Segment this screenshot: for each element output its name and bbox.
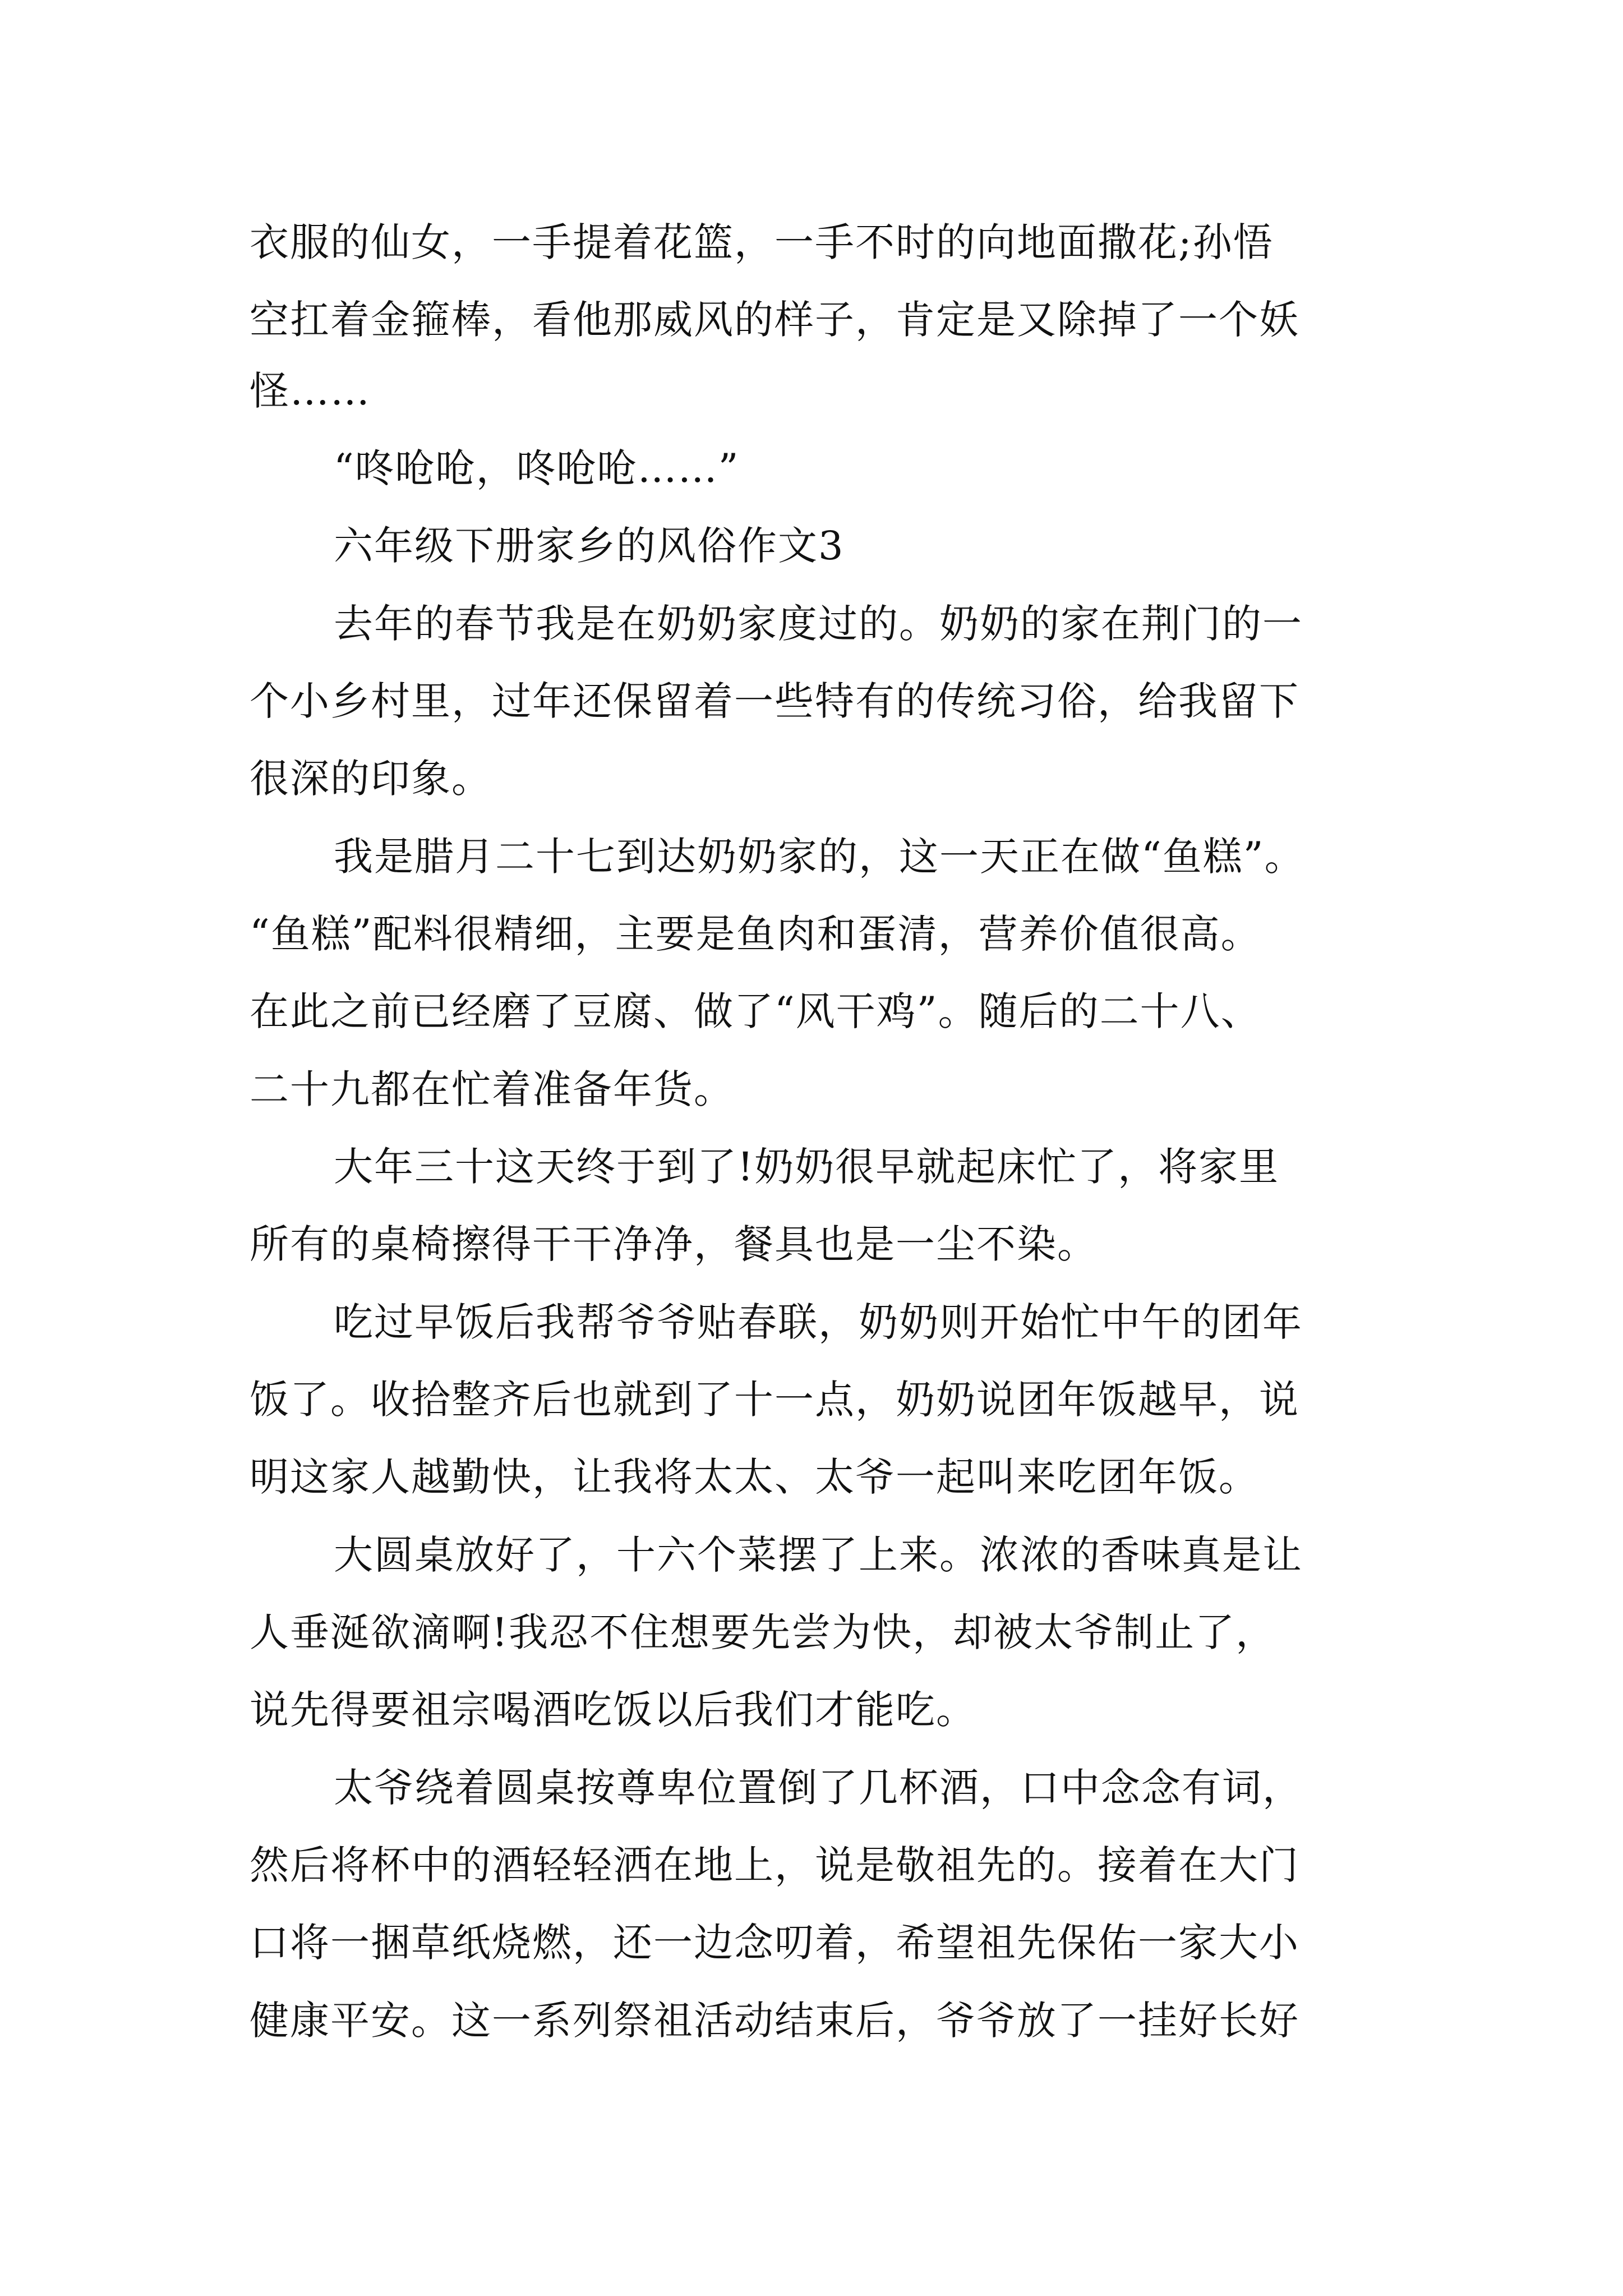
text-line: 饭了。收拾整齐后也就到了十一点，奶奶说团年饭越早，说 (250, 1377, 1299, 1423)
section-heading: 六年级下册家乡的风俗作文3 (334, 523, 845, 569)
text-line: 健康平安。这一系列祭祖活动结束后，爷爷放了一挂好长好 (250, 1998, 1299, 2044)
text-line: “鱼糕”配料很精细，主要是鱼肉和蛋清，营养价值很高。 (250, 911, 1261, 957)
text-line: 太爷绕着圆桌按尊卑位置倒了几杯酒，口中念念有词， (334, 1765, 1303, 1811)
text-line: 明这家人越勤快，让我将太太、太爷一起叫来吃团年饭。 (250, 1454, 1259, 1500)
text-line: 衣服的仙女，一手提着花篮，一手不时的向地面撒花;孙悟 (250, 219, 1274, 265)
text-line: 去年的春节我是在奶奶家度过的。奶奶的家在荆门的一 (334, 601, 1303, 647)
text-line: 二十九都在忙着准备年货。 (250, 1066, 734, 1112)
text-line: 人垂涎欲滴啊!我忍不住想要先尝为快，却被太爷制止了， (250, 1609, 1276, 1655)
text-line: 吃过早饭后我帮爷爷贴春联，奶奶则开始忙中午的团年 (334, 1299, 1303, 1345)
text-line: 个小乡村里，过年还保留着一些特有的传统习俗，给我留下 (250, 678, 1299, 724)
text-line: 口将一捆草纸烧燃，还一边念叨着，希望祖先保佑一家大小 (250, 1920, 1299, 1966)
text-line: 空扛着金箍棒，看他那威风的样子，肯定是又除掉了一个妖 (250, 297, 1299, 343)
text-line: 所有的桌椅擦得干干净净，餐具也是一尘不染。 (250, 1221, 1098, 1267)
text-line: “咚呛呛，咚呛呛……” (334, 445, 740, 491)
text-line: 大年三十这天终于到了!奶奶很早就起床忙了，将家里 (334, 1144, 1280, 1190)
text-line: 然后将杯中的酒轻轻洒在地上，说是敬祖先的。接着在大门 (250, 1842, 1299, 1888)
text-line: 怪…… (250, 368, 371, 414)
text-line: 在此之前已经磨了豆腐、做了“风干鸡”。随后的二十八、 (250, 988, 1261, 1034)
text-line: 很深的印象。 (250, 756, 492, 802)
text-line: 我是腊月二十七到达奶奶家的，这一天正在做“鱼糕”。 (334, 834, 1305, 880)
text-line: 大圆桌放好了，十六个菜摆了上来。浓浓的香味真是让 (334, 1532, 1303, 1578)
text-line: 说先得要祖宗喝酒吃饭以后我们才能吃。 (250, 1687, 976, 1733)
